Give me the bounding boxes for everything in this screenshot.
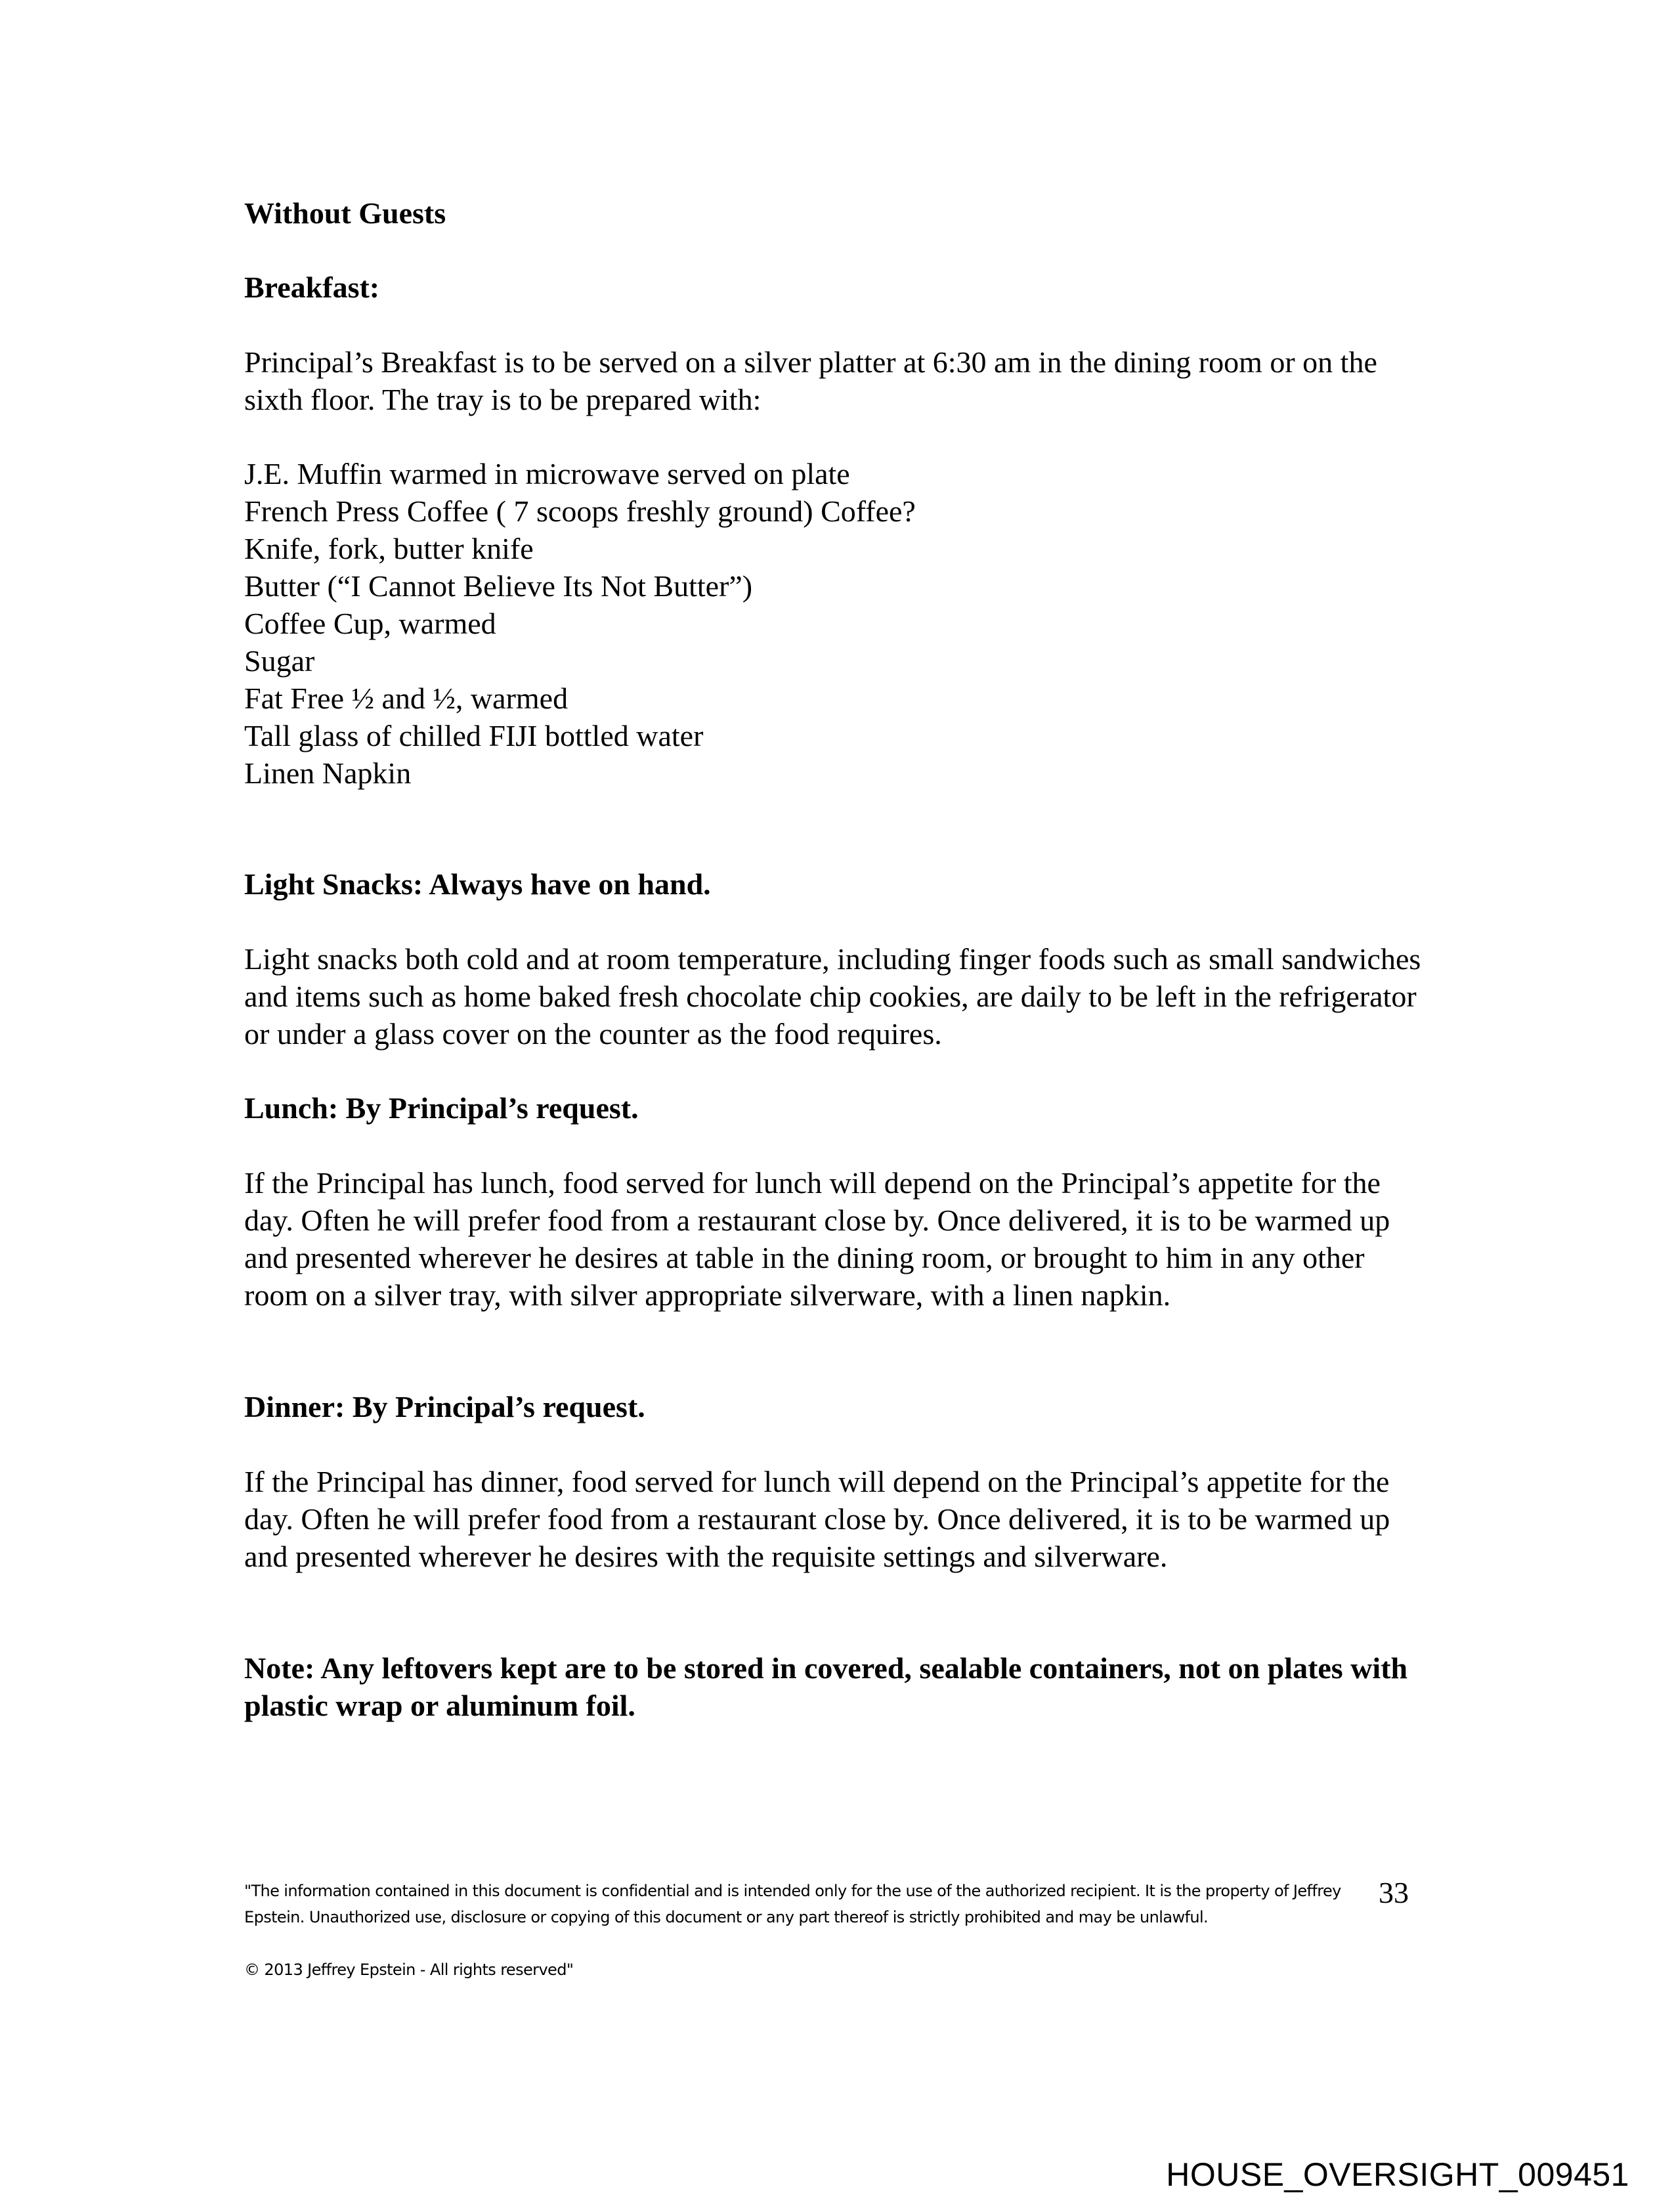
list-item: Knife, fork, butter knife [244,532,534,565]
list-item: Tall glass of chilled FIJI bottled water [244,719,704,752]
lunch-heading: Lunch: By Principal’s request. [244,1091,639,1125]
list-item: French Press Coffee ( 7 scoops freshly ground) Coffee? [244,494,916,528]
dinner-body: If the Principal has dinner, food served for lunch will depend on the Principal’s appetite for the day. Often he will prefer food from a restaurant close by. Once delivered, it is to be warmed up and presented wherever he desires with the requisite settings and silverware. [244,1465,1390,1573]
list-item: Linen Napkin [244,756,412,790]
confidentiality-footer [244,1878,1386,1983]
dinner-heading: Dinner: By Principal’s request. [244,1390,645,1423]
leftovers-note: Note: Any leftovers kept are to be stored in covered, sealable containers, not on plates with plastic wrap or aluminum foil. [244,1651,1408,1722]
light-snacks-heading: Light Snacks: Always have on hand. [244,867,711,901]
copyright-notice: © 2013 Jeffrey Epstein - All rights reserved" [244,1961,574,1979]
list-item: Coffee Cup, warmed [244,607,496,640]
section-title: Without Guests [244,196,446,230]
breakfast-intro: Principal’s Breakfast is to be served on a silver platter at 6:30 am in the dining room or on the sixth floor. The tray is to be prepared with: [244,345,1377,416]
bates-number: HOUSE_OVERSIGHT_009451 [1166,2156,1629,2193]
list-item: Butter (“I Cannot Believe Its Not Butter”) [244,569,753,603]
breakfast-tray-list [244,455,916,792]
light-snacks-body: Light snacks both cold and at room temperature, including finger foods such as small sandwiches and items such as home baked fresh chocolate chip cookies, are daily to be left in the refrigerator or under a glass cover on the counter as the food requires. [244,942,1421,1051]
breakfast-heading: Breakfast: [244,271,380,304]
list-item: Sugar [244,644,315,678]
page-number: 33 [1379,1876,1409,1909]
list-item: J.E. Muffin warmed in microwave served on plate [244,457,850,490]
confidentiality-notice: "The information contained in this document is confidential and is intended only for the use of the authorized recipient. It is the property of Jeffrey Epstein. Unauthorized use, disclosure or copying of this document or any part thereof is strictly prohibited and may be unlawful. [244,1882,1341,1926]
lunch-body: If the Principal has lunch, food served for lunch will depend on the Principal’s appetite for the day. Often he will prefer food from a restaurant close by. Once delivered, it is to be warmed up and presented wherever he desires at table in the dining room, or brought to him in any other room on a silver tray, with silver appropriate silverware, with a linen napkin. [244,1166,1390,1312]
list-item: Fat Free ½ and ½, warmed [244,682,569,715]
